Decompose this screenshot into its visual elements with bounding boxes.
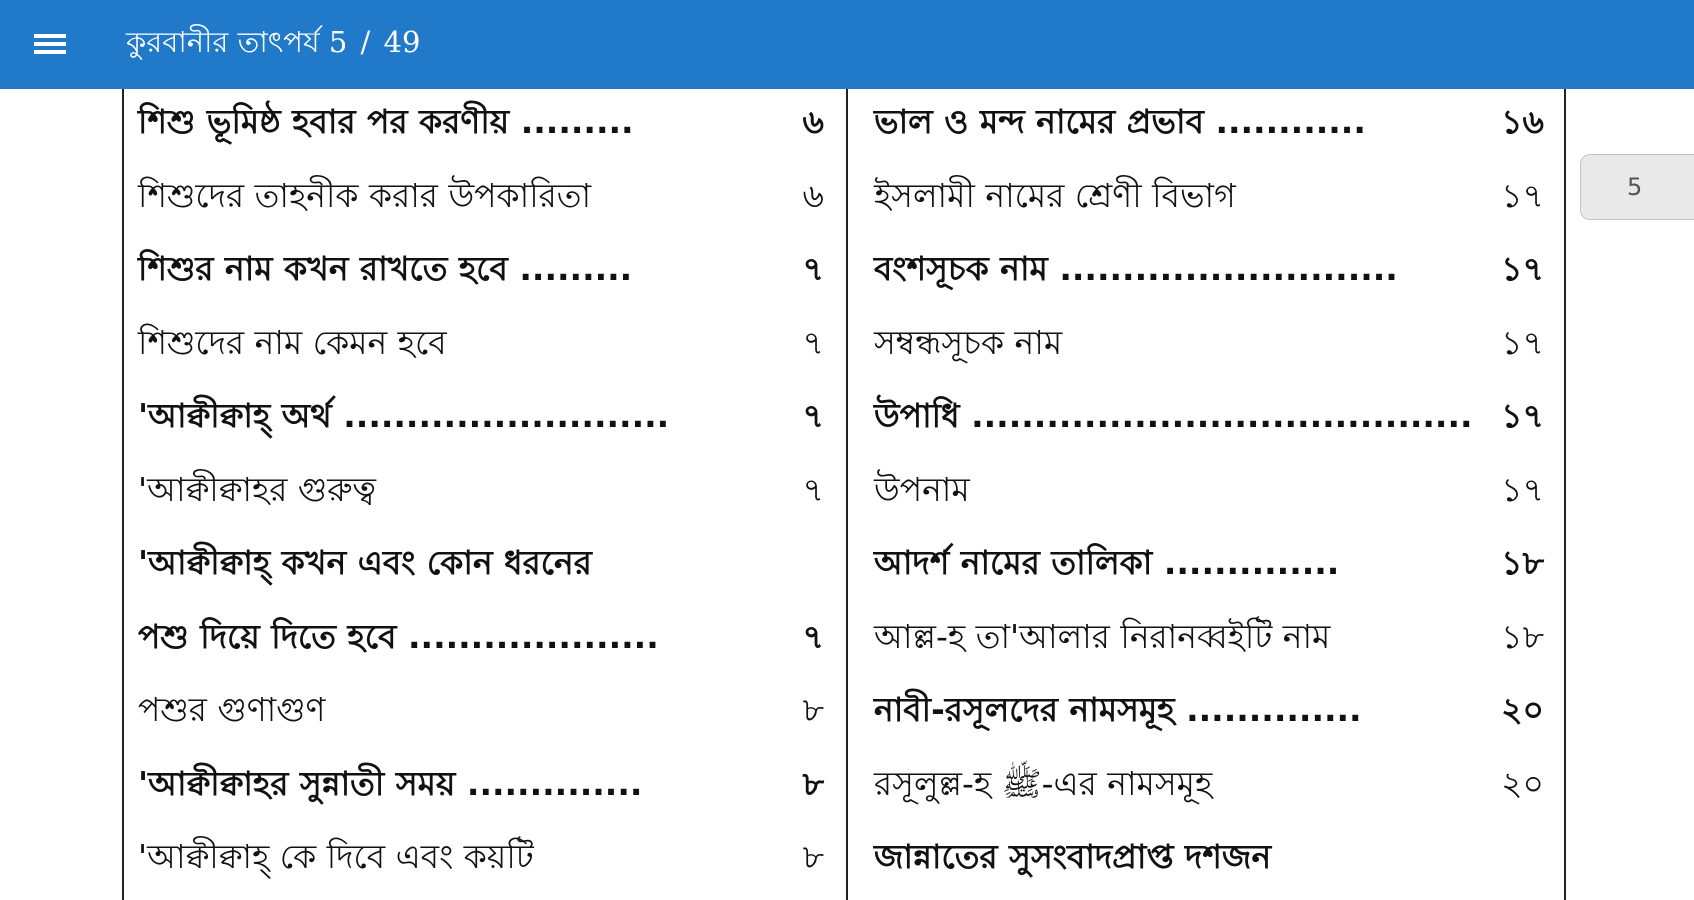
document-title	[126, 22, 420, 62]
toc-entry-title: 'আক্বীক্বাহর সুন্নাতী সময় ..............	[138, 764, 643, 803]
toc-entry	[874, 176, 1236, 216]
document-page	[120, 89, 1568, 900]
toc-entry-title: ইসলামী নামের শ্রেণী বিভাগ	[874, 176, 1236, 215]
toc-entry-page-number: ১৭	[1501, 470, 1544, 509]
toc-entry	[138, 323, 447, 363]
toc-entry-title: বংশসূচক নাম ...........................	[874, 249, 1398, 288]
toc-entry-page-number: ৬	[802, 176, 824, 215]
toc-entry-title: উপনাম	[874, 470, 970, 509]
toc-entry-page-number: ৭	[802, 617, 824, 656]
toc-entry	[138, 764, 642, 804]
toc-entry-title: উপাধি ........................................	[874, 396, 1473, 435]
toc-entry-title: শিশুর নাম কখন রাখতে হবে .........	[138, 249, 633, 288]
toc-entry-title: আদর্শ নামের তালিকা ..............	[874, 543, 1340, 582]
toc-entry-title: শিশু ভূমিষ্ঠ হবার পর করণীয় .........	[138, 102, 634, 141]
toc-entry-title: 'আক্বীক্বাহ্ কে দিবে এবং কয়টি	[138, 837, 534, 876]
toc-entry-title: পশু দিয়ে দিতে হবে ....................	[138, 617, 659, 656]
toc-entry-title: পশুর গুণাগুণ	[138, 690, 326, 729]
toc-entry	[874, 102, 1366, 142]
toc-entry	[138, 543, 592, 583]
page-number-tab[interactable]: 5	[1580, 154, 1694, 220]
toc-entry-page-number: ১৮	[1501, 543, 1544, 582]
toc-entry-page-number: ৮	[802, 837, 824, 876]
toc-entry-title: আল্ল-হ তা'আলার নিরানব্বইটি নাম	[874, 617, 1331, 656]
toc-entry	[874, 617, 1330, 657]
toc-entry-page-number: ১৭	[1501, 323, 1544, 362]
toc-entry	[874, 690, 1362, 730]
current-page-number: 5	[328, 25, 348, 59]
hamburger-menu-icon	[32, 26, 68, 62]
center-column-rule	[846, 89, 848, 900]
toc-entry	[874, 543, 1339, 583]
toc-entry	[138, 396, 669, 436]
toc-entry	[874, 323, 1062, 363]
toc-entry-title: 'আক্বীক্বাহ্ কখন এবং কোন ধরনের	[138, 543, 592, 582]
toc-entry-page-number: ১৮	[1501, 617, 1544, 656]
toc-entry	[138, 617, 659, 657]
toc-entry-page-number: ৬	[802, 102, 824, 141]
toc-entry	[138, 470, 376, 510]
toc-entry-page-number: ১৭	[1501, 176, 1544, 215]
menu-button[interactable]	[32, 26, 68, 62]
total-page-count: 49	[383, 25, 421, 59]
toc-entry	[138, 249, 632, 289]
toc-entry	[874, 470, 970, 510]
toc-entry-page-number: ১৭	[1501, 396, 1544, 435]
toc-entry-page-number: ২০	[1501, 690, 1544, 729]
left-column-rule	[122, 89, 124, 900]
toc-entry-page-number: ৮	[802, 764, 824, 803]
toc-entry	[874, 837, 1271, 877]
toc-entry-title: ভাল ও মন্দ নামের প্রভাব ............	[874, 102, 1366, 141]
toc-entry-page-number: ১৬	[1501, 102, 1544, 141]
toc-entry-page-number: ৭	[802, 470, 824, 509]
toc-entry-page-number: ৮	[802, 690, 824, 729]
page-separator: /	[360, 25, 371, 59]
toc-entry-page-number: ২০	[1501, 764, 1544, 803]
toc-entry-page-number: ৭	[802, 396, 824, 435]
toc-entry-page-number: ৭	[802, 323, 824, 362]
right-column-rule	[1564, 89, 1566, 900]
toc-entry-title: নাবী-রসূলদের নামসমূহ ..............	[874, 690, 1362, 729]
toc-entry-title: রসূলুল্ল-হ ﷺ-এর নামসমূহ	[874, 764, 1213, 803]
toc-entry	[874, 764, 1212, 804]
toc-entry-page-number: ৭	[802, 249, 824, 288]
book-title: কুরবানীর তাৎপর্য	[126, 25, 320, 59]
toc-entry	[138, 176, 591, 216]
toc-entry	[138, 102, 634, 142]
toc-entry-title: 'আক্বীক্বাহর গুরুত্ব	[138, 470, 376, 509]
app-header	[0, 0, 1694, 89]
toc-entry-title: শিশুদের তাহনীক করার উপকারিতা	[138, 176, 592, 215]
toc-entry	[138, 837, 534, 877]
toc-entry	[874, 249, 1398, 289]
toc-entry-title: সম্বন্ধসূচক নাম	[874, 323, 1063, 362]
toc-entry-title: জান্নাতের সুসংবাদপ্রাপ্ত দশজন	[874, 837, 1272, 876]
toc-entry	[138, 690, 325, 730]
toc-entry-title: 'আক্বীক্বাহ্ অর্থ ..........................	[138, 396, 670, 435]
toc-entry-page-number: ১৭	[1501, 249, 1544, 288]
toc-entry-title: শিশুদের নাম কেমন হবে	[138, 323, 447, 362]
toc-entry	[874, 396, 1473, 436]
